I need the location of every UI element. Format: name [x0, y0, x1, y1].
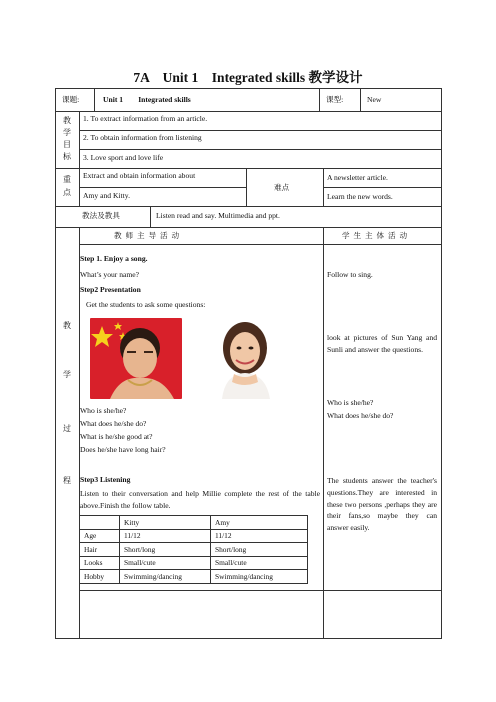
process-label-char: 学: [63, 370, 71, 379]
step1-heading: Step 1. Enjoy a song.: [80, 254, 148, 263]
ask-instruction: Get the students to ask some questions:: [86, 300, 206, 309]
goal-item: 1. To extract information from an article.: [83, 114, 208, 123]
key-point-item: Extract and obtain information about: [83, 171, 196, 180]
step2-heading: Step2 Presentation: [80, 285, 141, 294]
table-row: Hair Short/long Short/long: [80, 543, 308, 557]
student-look: look at pictures of Sun Yang and Sunli and answer the questions.: [327, 333, 437, 354]
question-name: What’s your name?: [80, 270, 140, 279]
listen-instruction: Listen to their conversation and help Millie complete the rest of the table above.Finish the follow table.: [80, 489, 320, 510]
goal-item: 3. Love sport and love life: [83, 153, 164, 162]
table-row: Age 11/12 11/12: [80, 529, 308, 543]
methods-label: 教法及教具: [82, 211, 120, 220]
student-follow: Follow to sing.: [327, 270, 373, 279]
sun-li-photo: [200, 318, 292, 399]
difficult-item: Learn the new words.: [327, 192, 393, 201]
sun-yang-photo: [90, 318, 182, 399]
page-title: 7A Unit 1 Integrated skills 教学设计: [133, 70, 363, 85]
process-label-char: 过: [63, 424, 71, 433]
question-item: Does he/she have long hair?: [80, 445, 166, 454]
question-item: Who is she/he?: [80, 406, 127, 415]
table-row: Looks Small/cute Small/cute: [80, 556, 308, 570]
table-row: Kitty Amy: [80, 516, 308, 530]
teacher-header: 教 师 主 导 活 动: [114, 231, 181, 240]
difficult-item: A newsletter article.: [327, 173, 388, 182]
goals-label: 教 学 目 标: [63, 116, 71, 161]
process-label-char: 程: [63, 476, 71, 485]
student-answer: The students answer the teacher's questions.They are interested in these two persons ,perhaps they are their fans,so maybe they can answer easily.: [327, 476, 437, 533]
student-question: Who is she/he?: [327, 398, 374, 407]
info-table: [79, 515, 308, 584]
methods-value: Listen read and say. Multimedia and ppt.: [156, 211, 280, 220]
student-question: What does he/she do?: [327, 411, 394, 420]
question-item: What does he/she do?: [80, 419, 147, 428]
topic-label: 课题:: [62, 95, 80, 104]
difficult-label: 难点: [274, 183, 290, 192]
key-point-item: Amy and Kitty.: [83, 191, 130, 200]
type-label: 课型:: [326, 95, 344, 104]
table-row: Hobby Swimming/dancing Swimming/dancing: [80, 570, 308, 584]
student-header: 学 生 主 体 活 动: [342, 231, 409, 240]
process-label-char: 教: [63, 321, 71, 330]
goal-item: 2. To obtain information from listening: [83, 133, 202, 142]
type-value: New: [367, 95, 382, 104]
key-points-label: 重 点: [63, 175, 71, 197]
topic-value: Unit 1 Integrated skills: [103, 95, 191, 104]
question-item: What is he/she good at?: [80, 432, 153, 441]
step3-heading: Step3 Listening: [80, 475, 131, 484]
